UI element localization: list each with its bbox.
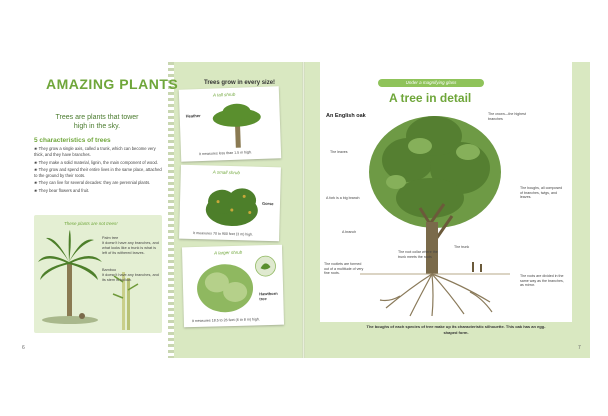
characteristics-title: 5 characteristics of trees [34, 137, 111, 144]
annotation-fork: A fork is a big branch [326, 196, 360, 200]
page-divider [168, 62, 174, 358]
annotation-trunk: The trunk [454, 245, 470, 249]
shrub-card-gorse [179, 165, 281, 242]
book-spine [302, 62, 305, 358]
right-page-margin [304, 62, 320, 358]
not-trees-heading: These plants are not trees! [64, 221, 118, 226]
annotation-crown: The crown—the highest branches [488, 112, 526, 121]
shrub-card-label: A small shrub [212, 169, 240, 176]
page-number-left: 6 [22, 345, 25, 351]
characteristic-item: ❀ They bear flowers and fruit. [34, 187, 90, 193]
shrub-card-tag: Gorse [261, 200, 274, 207]
annotation-leaves: The leaves [330, 150, 348, 154]
shrub-card-label: A tall shrub [212, 91, 236, 98]
oak-label: An English oak [326, 113, 366, 119]
hawthorn-leaf-icon [254, 255, 277, 278]
shrub-card-heather [179, 86, 281, 161]
annotation-root-collar: The root collar where the trunk meets the roots [398, 250, 438, 259]
heather-illustration [209, 99, 267, 151]
characteristic-item: ❀ They grow and spend their entire lives in the same place, attached to the ground by their roots. [34, 166, 162, 179]
detail-caption: The boughs of each species of tree make up its characteristic silhouette. This oak has an egg-shaped form. [366, 324, 546, 335]
shrub-card-label: A larger shrub [214, 249, 243, 256]
shrub-card-tag: Hawthorn tree [259, 290, 278, 302]
characteristics-list [34, 146, 164, 195]
palm-tree-text: Palm tree It doesn't have any branches, and what looks like a trunk is what is left of its withered leaves. [102, 236, 159, 256]
characteristic-item: ❀ They grow a single axis, called a trunk, which can become very thick, and they have branches. [34, 146, 156, 158]
page-title: AMAZING PLANTS [46, 76, 179, 92]
annotation-branch: A branch [342, 230, 357, 234]
hawthorn-illustration [192, 257, 257, 317]
banner-text: Under a magnifying glass [405, 79, 457, 85]
gorse-illustration [201, 179, 262, 231]
palm-tree-illustration [36, 228, 106, 328]
characteristic-item: ❀ They make a solid material, lignin, the main component of wood. [34, 159, 159, 165]
page-number-right: 7 [578, 345, 581, 351]
shrub-card-caption: It measures 70 to 900 feet (3 m) high. [193, 231, 254, 237]
annotation-boughs: The boughs, all composed of branches, twigs, and leaves. [520, 186, 563, 200]
page-subtitle: Trees are plants that tower high in the sky. [55, 114, 139, 131]
shrub-card-hawthorn [182, 245, 284, 328]
shrub-card-tag: Heather [185, 113, 201, 119]
sizes-heading: Trees grow in every size! [204, 80, 276, 86]
bamboo-text: Bamboo It doesn't have any branches, and its stem is hollow. [102, 268, 159, 283]
detail-title: A tree in detail [389, 91, 472, 105]
right-page-edge [572, 62, 590, 358]
characteristic-item: ❀ They can live for several decades: they are perennial plants. [34, 180, 151, 186]
oak-tree-illustration [360, 112, 510, 318]
shrub-card-caption: It measures 18.5 to 26 feet (6 to 8 m) high. [191, 317, 260, 324]
annotation-rootlets: The rootlets are formed out of a multitude of very fine roots. [324, 262, 364, 276]
shrub-card-caption: It measures less than 1.5 m high. [198, 150, 253, 157]
annotation-roots: The roots are divided in the same way as the branches, as mirror. [520, 274, 564, 288]
